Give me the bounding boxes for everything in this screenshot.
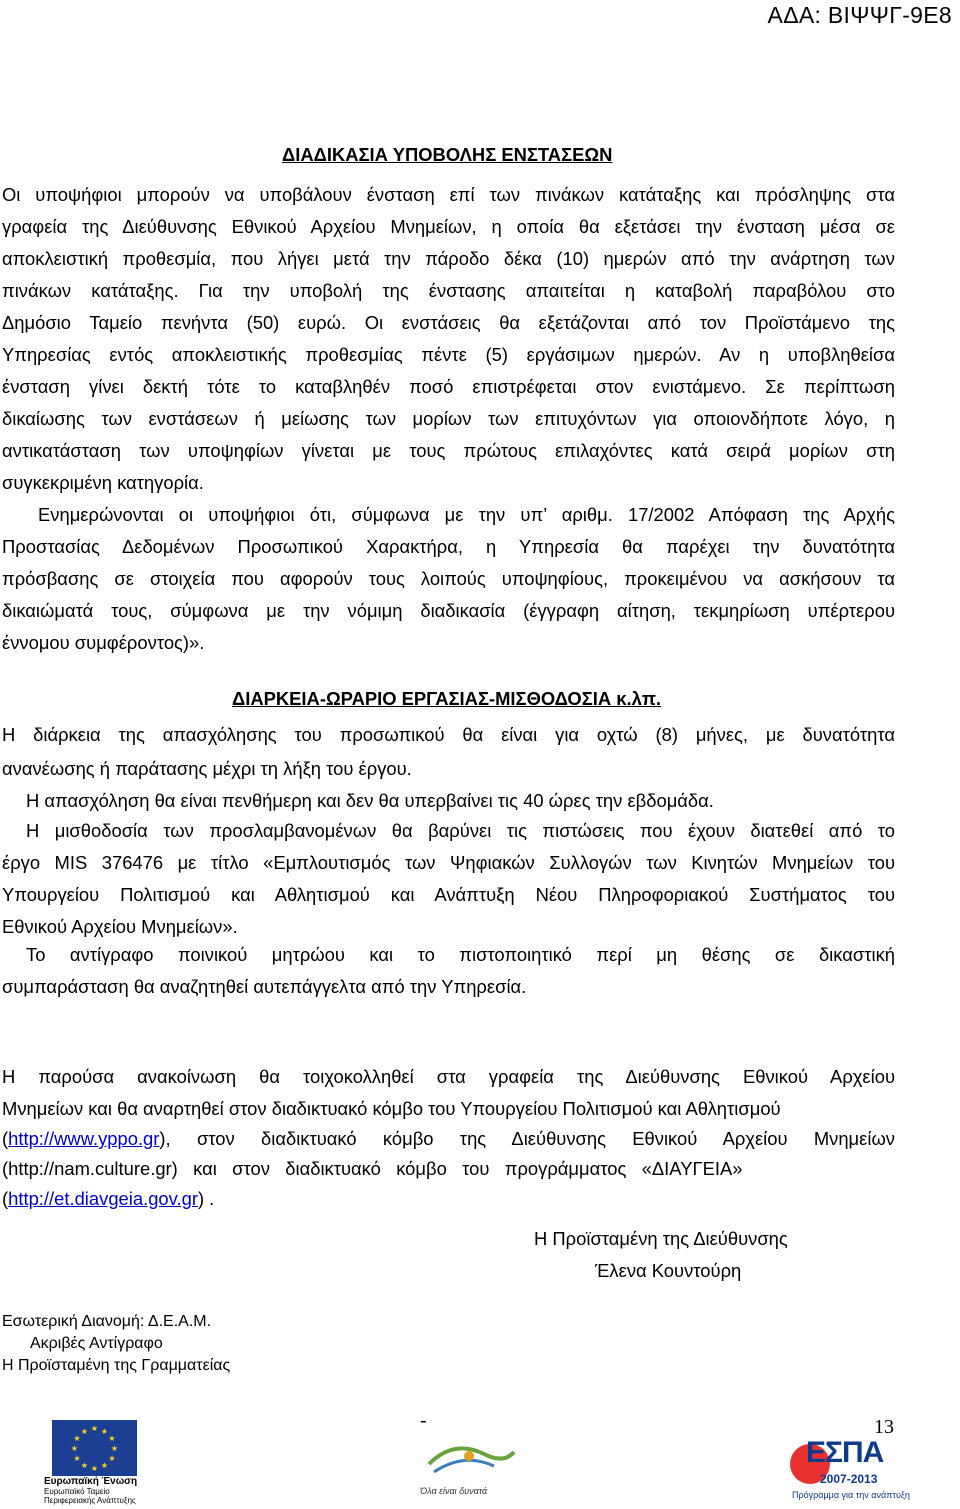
paren-open: ( bbox=[2, 1188, 9, 1209]
svg-text:★: ★ bbox=[100, 1461, 109, 1470]
ada-code: ΑΔΑ: ΒΙΨΨΓ-9Ε8 bbox=[767, 2, 952, 28]
eu-caption bbox=[44, 1476, 154, 1505]
text-line: δικαιώματά τους, σύμφωνα με την νόμιμη διαδικασία (έγγραφη αίτηση, τεκμηρίωση υπέρτερου bbox=[2, 600, 895, 621]
eu-flag-icon bbox=[52, 1420, 137, 1476]
espa-years: 2007-2013 bbox=[820, 1472, 878, 1486]
text-line: Υπουργείου Πολιτισμού και Αθλητισμού και Ανάπτυξη Νέου Πληροφοριακού Συστήματος του bbox=[2, 884, 895, 905]
espa-logo bbox=[790, 1436, 908, 1506]
text-line: ανανέωσης ή παράτασης μέχρι τη λήξη του έργου. bbox=[2, 758, 412, 779]
signature-title: Η Προϊσταμένη της Διεύθυνσης bbox=[534, 1228, 788, 1249]
text-line-rest: ) . bbox=[197, 1188, 215, 1209]
page-number: 13 bbox=[874, 1416, 894, 1438]
svg-text:★: ★ bbox=[110, 1444, 119, 1453]
text-line: Το αντίγραφο ποινικού μητρώου και το πιστοποιητικό περί μη θέσης σε δικαστική bbox=[26, 944, 895, 965]
text-line: Εθνικού Αρχείου Μνημείων». bbox=[2, 916, 238, 937]
text-line: πινάκων κατάταξης. Για την υποβολή της ένστασης απαιτείται η καταβολή παραβόλου στο bbox=[2, 280, 895, 301]
text-line: έννομου συμφέροντος)». bbox=[2, 632, 205, 653]
digital-greece-icon bbox=[414, 1434, 524, 1484]
text-line: αντικατάσταση των υποψηφίων γίνεται με τους πρώτους επιλαχόντες κατά σειρά μορίων στη bbox=[2, 440, 895, 461]
eu-caption-line: Περιφερειακής Ανάπτυξης bbox=[44, 1496, 136, 1505]
section-heading-duration: ΔΙΑΡΚΕΙΑ-ΩΡΑΡΙΟ ΕΡΓΑΣΙΑΣ-ΜΙΣΘΟΔΟΣΙΑ κ.λπ. bbox=[232, 688, 662, 709]
link-diavgeia[interactable]: http://et.diavgeia.gov.gr bbox=[8, 1188, 198, 1209]
text-line: Δημόσιο Ταμείο πενήντα (50) ευρώ. Οι ενστάσεις θα εξετάζονται από τον Προϊστάμενο της bbox=[2, 312, 895, 333]
text-line bbox=[2, 1188, 960, 1210]
svg-text:★: ★ bbox=[108, 1434, 116, 1443]
signature-name: Έλενα Κουντούρη bbox=[595, 1260, 742, 1281]
text-line: Προστασίας Δεδομένων Προσωπικού Χαρακτήρα, η Υπηρεσία θα παρέχει την δυνατότητα bbox=[2, 536, 895, 557]
text-line: δικαίωσης των ενστάσεων ή μείωσης των μορίων των επιτυχόντων για οποιονδήποτε λόγο, η bbox=[2, 408, 895, 429]
text-line: έργο MIS 376476 με τίτλο «Εμπλουτισμός των Ψηφιακών Συλλογών των Κινητών Μνημείων του bbox=[2, 852, 895, 873]
footer-dash: - bbox=[420, 1410, 427, 1432]
paren-open: ( bbox=[2, 1128, 9, 1149]
text-line: (http://nam.culture.gr) και στον διαδικτυακό κόμβο του προγράμματος «ΔΙΑΥΓΕΙΑ» bbox=[2, 1158, 743, 1179]
eu-logo bbox=[44, 1420, 138, 1509]
section-heading-objections: ΔΙΑΔΙΚΑΣΙΑ ΥΠΟΒΟΛΗΣ ΕΝΣΤΑΣΕΩΝ bbox=[282, 144, 613, 165]
text-line: πρόσβασης σε στοιχεία που αφορούν τους λοιπούς υποψηφίους, προκειμένου να ασκήσουν τα bbox=[2, 568, 895, 589]
digital-caption: Όλα είναι δυνατά bbox=[420, 1486, 488, 1496]
svg-text:★: ★ bbox=[108, 1454, 116, 1463]
espa-caption: Πρόγραμμα για την ανάπτυξη bbox=[792, 1490, 910, 1500]
text-line: Η απασχόληση θα είναι πενθήμερη και δεν θα υπερβαίνει τις 40 ώρες την εβδομάδα. bbox=[26, 790, 714, 811]
text-line bbox=[2, 1128, 895, 1150]
espa-title: ΕΣΠΑ bbox=[806, 1436, 884, 1469]
text-line: Υπηρεσίας εντός αποκλειστικής προθεσμίας πέντε (5) εργάσιμων ημερών. Αν η υποβληθείσα bbox=[2, 344, 895, 365]
text-line: συγκεκριμένη κατηγορία. bbox=[2, 472, 204, 493]
text-line: γραφεία της Διεύθυνσης Εθνικού Αρχείου Μνημείων, η οποία θα εξετάσει την ένσταση μέσα σε bbox=[2, 216, 895, 237]
text-line: Η διάρκεια της απασχόλησης του προσωπικού θα είναι για οχτώ (8) μήνες, με δυνατότητα bbox=[2, 724, 895, 745]
svg-text:★: ★ bbox=[73, 1454, 81, 1463]
certified-copy: Ακριβές Αντίγραφο bbox=[30, 1335, 163, 1352]
link-yppo[interactable]: http://www.yppo.gr bbox=[8, 1128, 160, 1149]
text-line-rest: ), στον διαδικτυακό κόμβο της Διεύθυνσης Εθνικού Αρχείου Μνημείων bbox=[159, 1128, 895, 1149]
svg-text:★: ★ bbox=[80, 1461, 89, 1470]
secretariat-head: Η Προϊσταμένη της Γραμματείας bbox=[2, 1357, 231, 1374]
eu-caption-line: Ευρωπαϊκή Ένωση bbox=[44, 1476, 138, 1487]
text-line: ένσταση γίνει δεκτή τότε το καταβληθέν ποσό επιστρέφεται στον ενιστάμενο. Σε περίπτωση bbox=[2, 376, 895, 397]
svg-text:★: ★ bbox=[90, 1464, 99, 1473]
svg-text:★: ★ bbox=[80, 1427, 89, 1436]
internal-distribution: Εσωτερική Διανομή: Δ.Ε.Α.Μ. bbox=[2, 1313, 212, 1330]
text-line: Ενημερώνονται οι υποψήφιοι ότι, σύμφωνα με την υπ’ αριθμ. 17/2002 Απόφαση της Αρχής bbox=[38, 504, 895, 525]
text-line: συμπαράσταση θα αναζητηθεί αυτεπάγγελτα από την Υπηρεσία. bbox=[2, 976, 527, 997]
eu-caption-line: Ευρωπαϊκό Ταμείο bbox=[44, 1487, 110, 1496]
svg-text:★: ★ bbox=[100, 1427, 109, 1436]
svg-text:★: ★ bbox=[73, 1434, 81, 1443]
svg-text:★: ★ bbox=[90, 1424, 99, 1433]
digital-greece-logo bbox=[414, 1434, 524, 1506]
text-line: Μνημείων και θα αναρτηθεί στον διαδικτυακό κόμβο του Υπουργείου Πολιτισμού και Αθλητισμού bbox=[2, 1098, 781, 1119]
text-line: Οι υποψήφιοι μπορούν να υποβάλουν ένσταση επί των πινάκων κατάταξης και πρόσληψης στα bbox=[2, 184, 895, 205]
text-line: Η μισθοδοσία των προσλαμβανομένων θα βαρύνει τις πιστώσεις που έχουν διατεθεί από το bbox=[26, 820, 895, 841]
svg-text:★: ★ bbox=[70, 1444, 79, 1453]
text-line: αποκλειστική προθεσμία, που λήγει μετά την πάροδο δέκα (10) ημερών από την ανάρτηση των bbox=[2, 248, 895, 269]
text-line: Η παρούσα ανακοίνωση θα τοιχοκολληθεί στα γραφεία της Διεύθυνσης Εθνικού Αρχείου bbox=[2, 1066, 895, 1087]
